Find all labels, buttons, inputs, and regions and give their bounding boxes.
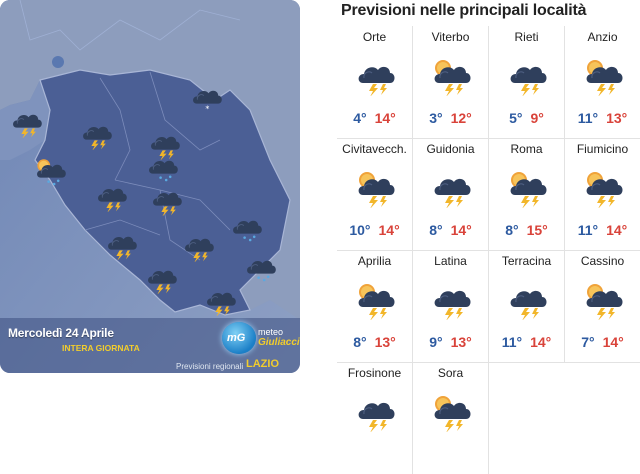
city-name: Anzio (587, 30, 618, 44)
max-temperature: 13° (374, 334, 396, 350)
city-card[interactable] (337, 362, 413, 474)
city-card[interactable] (337, 26, 413, 139)
city-card[interactable] (565, 26, 640, 139)
snow-cloud-icon (190, 82, 224, 114)
min-temperature: 7° (581, 334, 595, 350)
city-name: Fiumicino (576, 142, 629, 156)
temperature-range (489, 222, 564, 238)
min-temperature: 10° (349, 222, 371, 238)
min-temperature: 3° (429, 110, 443, 126)
sun-thunderstorm-icon (583, 168, 625, 208)
thunder-cloud-icon (150, 184, 184, 208)
rain-cloud-icon (146, 152, 180, 176)
city-name: Frosinone (347, 366, 402, 380)
rain-cloud-icon (244, 252, 278, 276)
city-card[interactable] (489, 138, 565, 251)
max-temperature: 12° (450, 110, 472, 126)
min-temperature: 5° (509, 110, 523, 126)
city-name: Roma (510, 142, 543, 156)
city-card[interactable] (413, 362, 489, 474)
svg-text:*: * (205, 104, 210, 114)
max-temperature: 14° (450, 222, 472, 238)
max-temperature: 13° (606, 110, 628, 126)
temperature-range (337, 110, 412, 126)
rain-cloud-icon (230, 212, 264, 236)
brand-name-line1: meteo (258, 327, 284, 337)
city-card[interactable] (337, 250, 413, 363)
sun-thunderstorm-icon (431, 56, 473, 96)
thunder-cloud-icon (95, 180, 129, 204)
thunderstorm-cloud-icon (507, 280, 549, 320)
city-card[interactable] (565, 138, 640, 251)
sun-rain-cloud-icon (34, 156, 68, 180)
thunder-cloud-icon (105, 228, 139, 252)
thunderstorm-cloud-icon (355, 56, 397, 96)
thunderstorm-cloud-icon (507, 56, 549, 96)
max-temperature: 14° (378, 222, 400, 238)
sun-thunderstorm-icon (355, 280, 397, 320)
min-temperature: 8° (505, 222, 519, 238)
min-temperature: 11° (577, 110, 599, 126)
thunderstorm-cloud-icon (431, 168, 473, 208)
city-name: Aprilia (357, 254, 392, 268)
temperature-range (565, 334, 640, 350)
sun-thunderstorm-icon (583, 280, 625, 320)
region-name: LAZIO (246, 358, 279, 370)
regional-label: Previsioni regionali (176, 362, 244, 371)
city-card[interactable] (489, 250, 565, 363)
thunder-cloud-icon (148, 128, 182, 152)
city-name: Sora (437, 366, 464, 380)
max-temperature: 14° (530, 334, 552, 350)
sun-thunderstorm-icon (583, 56, 625, 96)
thunder-cloud-icon (182, 230, 216, 254)
thunderstorm-cloud-icon (355, 392, 397, 432)
thunder-cloud-icon (145, 262, 179, 286)
page-title: Previsioni nelle principali località (341, 2, 587, 19)
city-name: Rieti (514, 30, 539, 44)
thunderstorm-cloud-icon (431, 280, 473, 320)
min-temperature: 8° (353, 334, 367, 350)
temperature-range (337, 334, 412, 350)
city-card[interactable] (489, 26, 565, 139)
min-temperature: 8° (429, 222, 443, 238)
temperature-range (337, 222, 412, 238)
max-temperature: 13° (450, 334, 472, 350)
city-card[interactable] (413, 26, 489, 139)
min-temperature: 11° (501, 334, 523, 350)
brand-mark: mG (227, 332, 246, 344)
city-card[interactable] (413, 138, 489, 251)
temperature-range (413, 334, 488, 350)
max-temperature: 14° (374, 110, 396, 126)
max-temperature: 9° (530, 110, 544, 126)
city-name: Cassino (580, 254, 625, 268)
temperature-range (565, 110, 640, 126)
weather-map (0, 0, 300, 373)
thunder-cloud-icon (80, 118, 114, 142)
city-card[interactable] (413, 250, 489, 363)
city-name: Viterbo (431, 30, 470, 44)
temperature-range (489, 334, 564, 350)
city-name: Civitavecch. (342, 142, 407, 156)
temperature-range (565, 222, 640, 238)
city-name: Orte (362, 30, 387, 44)
temperature-range (413, 222, 488, 238)
city-card[interactable] (565, 250, 640, 363)
min-temperature: 9° (429, 334, 443, 350)
brand-name-line2: Giuliacci (258, 337, 300, 348)
sun-thunderstorm-icon (507, 168, 549, 208)
forecast-period: INTERA GIORNATA (62, 343, 140, 353)
city-card[interactable] (337, 138, 413, 251)
min-temperature: 4° (353, 110, 367, 126)
thunder-cloud-icon (10, 106, 44, 130)
max-temperature: 14° (606, 222, 628, 238)
forecast-date: Mercoledì 24 Aprile (8, 326, 114, 340)
sun-thunderstorm-icon (431, 392, 473, 432)
city-name: Terracina (501, 254, 552, 268)
sun-thunderstorm-icon (355, 168, 397, 208)
max-temperature: 15° (526, 222, 548, 238)
city-forecast-grid (337, 26, 639, 431)
temperature-range (413, 110, 488, 126)
city-name: Guidonia (426, 142, 475, 156)
thunder-cloud-icon (204, 284, 238, 308)
temperature-range (489, 110, 564, 126)
max-temperature: 14° (602, 334, 624, 350)
city-name: Latina (434, 254, 467, 268)
min-temperature: 11° (577, 222, 599, 238)
